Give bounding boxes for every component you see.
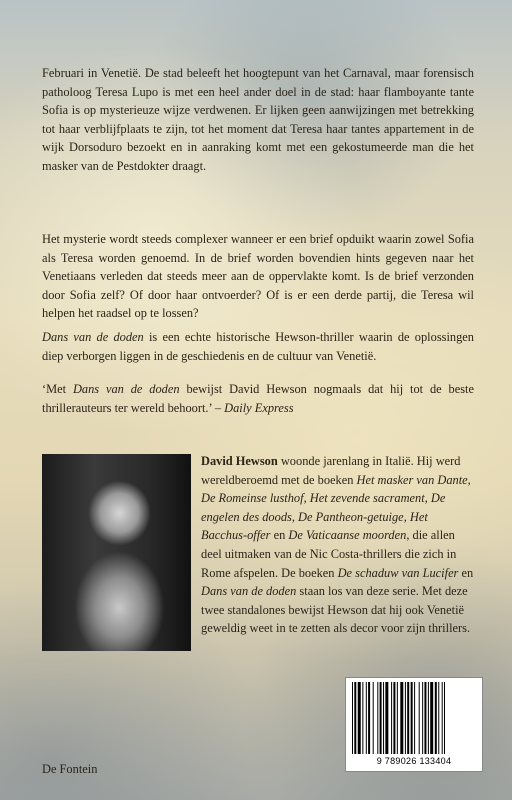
bio-book: Het Bacchus-offer — [201, 509, 428, 543]
barcode-bar — [358, 682, 361, 754]
bio-text: staan los van deze serie. Met deze twee standalones bewijst Hewson dat hij ook Venetië geweldig weet in te zetten als decor voor zijn thrillers. — [201, 584, 471, 636]
author-photo — [42, 454, 191, 651]
author-name: David Hewson — [201, 454, 278, 468]
barcode-bar — [438, 682, 439, 754]
barcode-bar — [442, 682, 443, 754]
barcode-bar — [352, 682, 353, 754]
bio-sep: en — [270, 528, 289, 543]
quote-open: ‘Met — [42, 382, 73, 396]
barcode-bar — [362, 682, 363, 754]
bio-sep: , — [467, 472, 471, 487]
quote-book-title: Dans van de doden — [72, 382, 180, 396]
bio-text: woonde jarenlang in Italië. Hij werd wereldberoemd met de boeken — [201, 454, 461, 487]
isbn-number: 9 789026 133404 — [376, 756, 452, 766]
barcode-bar — [405, 682, 406, 754]
synopsis-paragraph-1 — [42, 64, 474, 176]
barcode-bar — [428, 682, 429, 754]
barcode-bar — [383, 682, 384, 754]
synopsis-paragraph-3 — [42, 328, 474, 365]
bio-text: , die allen deel uitmaken van de Nic Costa-thrillers die zich in Rome afspelen. De boeken — [201, 528, 457, 580]
barcode-bar — [373, 682, 374, 754]
bio-book: De engelen des doods — [201, 491, 446, 524]
barcode-bar — [354, 682, 356, 754]
barcode-bar — [444, 682, 445, 754]
bio-book: De Vaticaanse moorden — [288, 528, 407, 543]
barcode-bar — [377, 682, 378, 754]
press-quote — [42, 380, 474, 417]
barcode-bar — [435, 682, 437, 754]
bio-book: De Pantheon-getuige — [298, 509, 404, 524]
publisher-name: De Fontein — [42, 762, 98, 776]
synopsis-text-2: Het mysterie wordt steeds complexer wanneer er een brief opduikt waarin zowel Sofia als Teresa worden genoemd. In de brief worden bovendien hints gegeven naar het Venetiaans verleden dat steeds meer aan de oppervlakte komt. Is de brief verzonden door Sofia zelf? Of door haar ontvoerder? Of is er een derde partij, die Teresa wil helpen het raadsel op te lossen? — [42, 232, 474, 321]
barcode-bar — [380, 682, 382, 754]
quote-text: bewijst David Hewson nogmaals dat hij tot de beste thrillerauteurs ter wereld behoort.’ – — [42, 382, 474, 415]
book-title: Dans van de doden — [42, 330, 144, 344]
bio-book: Dans van de doden — [201, 584, 297, 599]
barcode-bar — [430, 682, 433, 754]
bio-book: Het zevende sacrament — [309, 491, 425, 506]
bio-book: De schaduw van Lucifer — [337, 565, 459, 580]
bio-sep: , — [303, 491, 310, 506]
bio-book: De Romeinse lusthof — [201, 491, 304, 506]
barcode-bar — [366, 682, 367, 754]
barcode-bar — [414, 682, 415, 754]
synopsis-text-3: is een echte historische Hewson-thriller waarin de oplossingen diep verborgen liggen in de geschiedenis en de cultuur van Venetië. — [42, 330, 474, 363]
barcode-bar — [393, 682, 395, 754]
synopsis-paragraph-2 — [42, 230, 474, 323]
barcode-bar — [391, 682, 392, 754]
barcode-bar — [419, 682, 420, 754]
barcode-bar — [400, 682, 403, 754]
barcode-bar — [422, 682, 423, 754]
bio-book: Het masker van Dante — [356, 472, 468, 487]
barcode — [345, 677, 483, 772]
quote-source: Daily Express — [224, 400, 294, 415]
barcode-bar — [424, 682, 426, 754]
barcode-bar — [411, 682, 413, 754]
bio-sep: , — [403, 509, 410, 524]
synopsis-text-1: Februari in Venetië. De stad beleeft het hoogtepunt van het Carnaval, maar forensisch patholoog Teresa Lupo is met een heel ander doel in de stad: haar flamboyante tante Sofia is op mysterieuze wijze verdwenen. Er lijken geen aanwijzingen met betrekking tot haar verblijfplaats te zijn, tot het moment dat Teresa haar tantes appartement in de wijk Dorsoduro bezoekt en in aanraking komt met een gekostumeerde man die het masker van de Pestdokter draagt. — [42, 66, 474, 173]
barcode-bar — [385, 682, 388, 754]
barcode-bar — [407, 682, 409, 754]
bio-sep: en — [458, 565, 474, 580]
bio-sep: , — [291, 509, 299, 524]
barcode-bar — [397, 682, 398, 754]
bio-sep: , — [424, 491, 431, 506]
barcode-bars — [352, 682, 476, 754]
barcode-bar — [368, 682, 370, 754]
author-bio — [201, 452, 474, 638]
